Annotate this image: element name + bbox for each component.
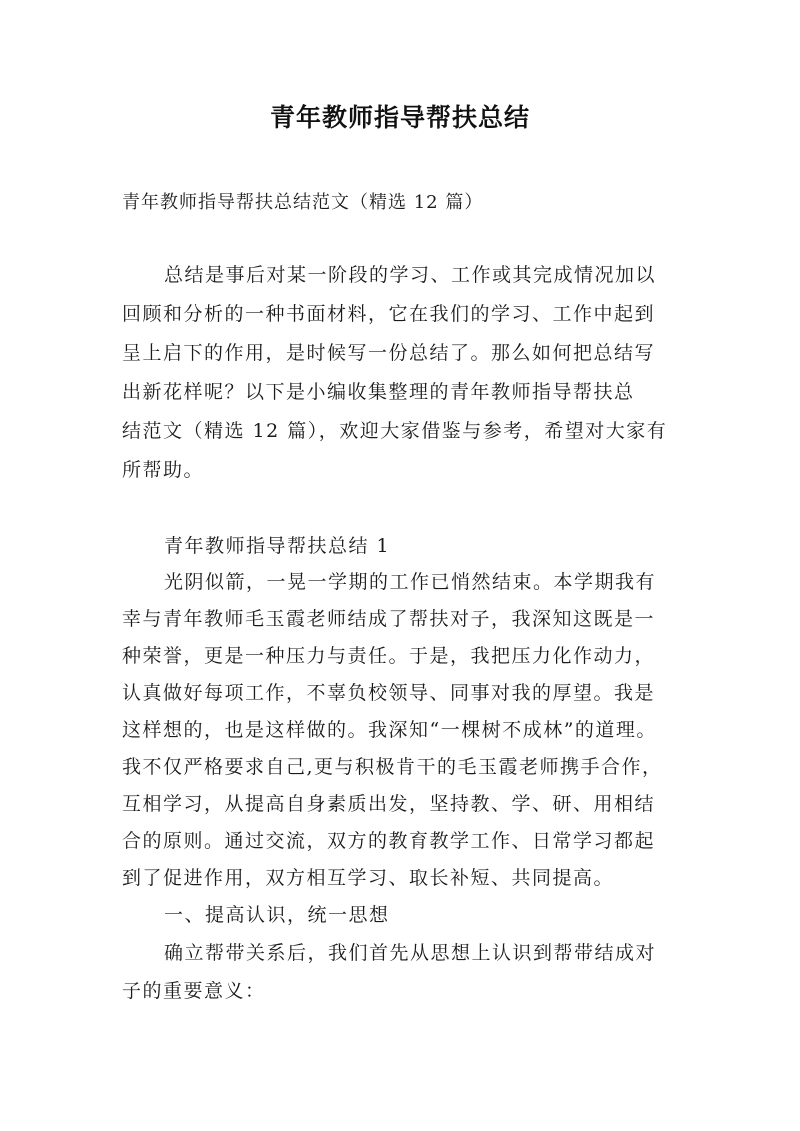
paragraph-line: 我不仅严格要求自己,更与积极肯干的毛玉霞老师携手合作， (122, 756, 663, 778)
paragraph-line: 光阴似箭，一晃一学期的工作已悄然结束。本学期我有 (164, 571, 657, 593)
paragraph-line: 结范文（精选 12 篇），欢迎大家借鉴与参考，希望对大家有 (122, 420, 668, 442)
paragraph-line: 这样想的，也是这样做的。我深知“一棵树不成林”的道理。 (122, 719, 657, 741)
paragraph-line: 合的原则。通过交流，双方的教育教学工作、日常学习都起 (122, 830, 656, 852)
paragraph-line: 子的重要意义： (122, 980, 266, 1002)
subsection-heading: 一、提高认识，统一思想 (164, 904, 390, 926)
paragraph-line: 回顾和分析的一种书面材料，它在我们的学习、工作中起到 (122, 303, 656, 325)
paragraph-line: 种荣誉，更是一种压力与责任。于是，我把压力化作动力， (122, 645, 656, 667)
paragraph-line: 呈上启下的作用，是时候写一份总结了。那么如何把总结写 (122, 342, 656, 364)
document-subtitle: 青年教师指导帮扶总结范文（精选 12 篇） (122, 192, 484, 213)
paragraph-line: 互相学习，从提高自身素质出发，坚持教、学、研、用相结 (122, 793, 656, 815)
section-heading: 青年教师指导帮扶总结 1 (164, 535, 391, 557)
paragraph-line: 幸与青年教师毛玉霞老师结成了帮扶对子，我深知这既是一 (122, 608, 656, 630)
paragraph-line: 到了促进作用，双方相互学习、取长补短、共同提高。 (122, 867, 615, 889)
paragraph-line: 总结是事后对某一阶段的学习、工作或其完成情况加以 (164, 264, 657, 286)
paragraph-line: 确立帮带关系后，我们首先从思想上认识到帮带结成对 (164, 942, 657, 964)
document-title: 青年教师指导帮扶总结 (269, 103, 530, 132)
paragraph-line: 认真做好每项工作，不辜负校领导、同事对我的厚望。我是 (122, 682, 656, 704)
paragraph-line: 所帮助。 (122, 459, 205, 481)
paragraph-line: 出新花样呢？以下是小编收集整理的青年教师指导帮扶总 (122, 381, 635, 403)
